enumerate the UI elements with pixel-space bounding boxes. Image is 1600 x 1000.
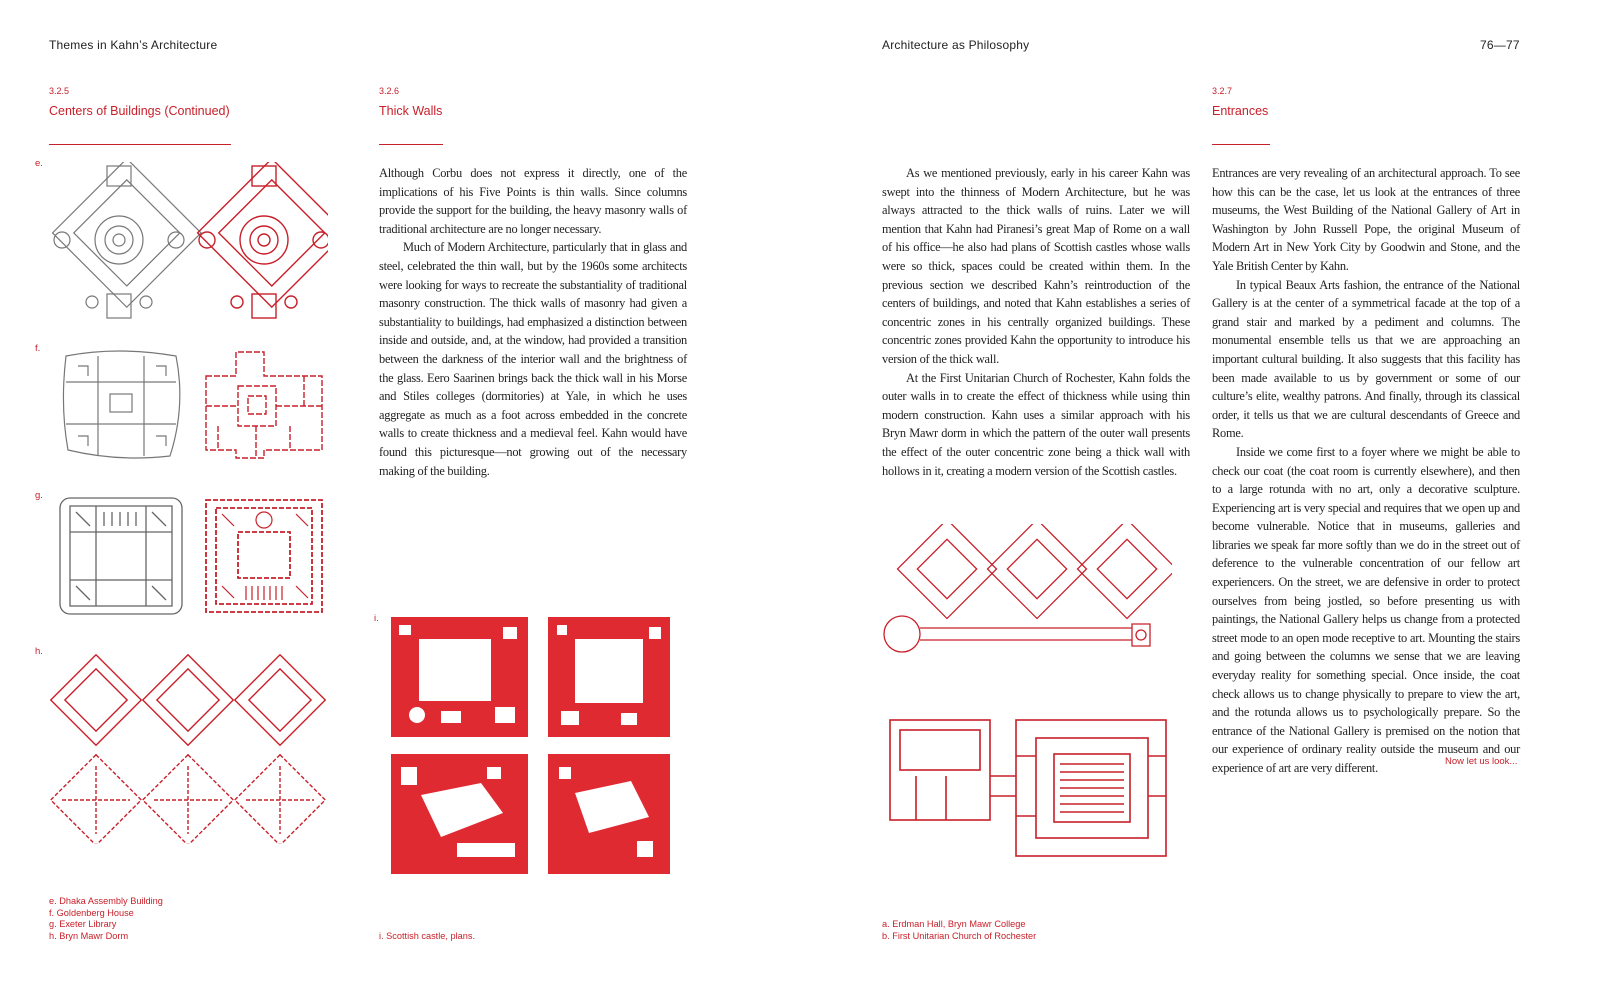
section-rule-327	[1212, 144, 1270, 145]
captions-middle-right	[882, 919, 1036, 942]
entrances-text	[1212, 164, 1520, 778]
figure-g-exeter-plans	[56, 494, 328, 620]
section-rule-326	[379, 144, 443, 145]
figure-f-goldenberg-plans	[58, 346, 326, 462]
paragraph: Entrances are very revealing of an architectural approach. To see how this can be the case, let us look at the entrances of three museums, the West Building of the National Gallery of Art in Washington by John Russell Pope, the original Museum of Modern Art in New York City by Goodwin and Stone, and the Yale British Center by Kahn.	[1212, 166, 1520, 273]
section-title-326: Thick Walls	[379, 104, 443, 118]
middle-text	[882, 164, 1190, 480]
paragraph: Although Corbu does not express it directly, one of the implications of his Five Points is thin walls. Since columns provide the support for the building, the heavy masonry walls of traditional architecture are no longer necessary.	[379, 166, 687, 236]
captions-middle-left	[379, 931, 475, 943]
caption-a: a. Erdman Hall, Bryn Mawr College	[882, 919, 1026, 929]
running-head-left: Themes in Kahn’s Architecture	[49, 38, 218, 52]
figure-a-erdman-hall-plan	[882, 524, 1172, 674]
figure-e-dhaka-plans	[52, 162, 328, 322]
paragraph: In typical Beaux Arts fashion, the entrance of the National Gallery is at the center of a symmetrical facade at the top of a grand stair and marked by a pediment and columns. The monumental ensemble tells us that we are approaching an important cultural building. It also suggests that this facility has been made available to us by government or some of our culture’s elite, wealthy patrons. And finally, through its classical order, it tells us that we are cultural descendants of Greece and Rome.	[1212, 277, 1520, 441]
section-title-325: Centers of Buildings (Continued)	[49, 104, 230, 118]
caption-g: g. Exeter Library	[49, 919, 117, 930]
section-number-327: 3.2.7	[1212, 86, 1233, 96]
running-head-right: Architecture as Philosophy	[882, 38, 1030, 52]
figure-b-unitarian-church-plan	[886, 716, 1170, 860]
caption-b: b. First Unitarian Church of Rochester	[882, 930, 1037, 941]
page-numbers: 76—77	[1480, 38, 1520, 52]
figure-h-bryn-mawr-plans	[50, 654, 326, 844]
figure-i-scottish-castle-plans	[391, 617, 675, 877]
caption-e: e. Dhaka Assembly Building	[49, 896, 163, 906]
caption-i: i. Scottish castle, plans.	[379, 931, 476, 941]
section-number-325: 3.2.5	[49, 86, 70, 96]
paragraph: At the First Unitarian Church of Rochester, Kahn folds the outer walls in to create the effect of thickness while using thin modern construction. Kahn uses a similar approach with his Bryn Mawr dorm in which the pattern of the outer wall presents the effect of the outer concentric zone being a thick wall with hollows in it, creating a modern version of the Scottish castles.	[882, 370, 1190, 478]
captions-left	[49, 896, 163, 942]
section-title-327: Entrances	[1212, 104, 1269, 118]
paragraph: Inside we come first to a foyer where we might be able to check our coat (the coat room is currently elsewhere), and then to a large rotunda with no art, only a decorative sculpture. Experiencing art is very special and requires that we open up and become vulnerable. Notice that in museums, galleries and libraries we speak far more softly than we do in the street out of deference to the vulnerable concentration of our fellow art experiencers. On the street, we are defensive in order to protect ourselves from being jostled, so before presenting us with paintings, the National Gallery helps us change from a protected street mode to an open mode receptive to art. Mounting the stairs and going between the columns we sense that we are leaving everyday reality for something special. Once inside, the coat check allows us to change physically to prepare to view the art, and the rotunda allows us to psychologically prepare. So the entrance of the National Gallery is premised on the notion that our experience of ordinary reality outside the museum and our experience of art are very different.	[1212, 444, 1520, 775]
caption-f: f. Goldenberg House	[49, 907, 134, 918]
section-number-326: 3.2.6	[379, 86, 400, 96]
figure-letter-g: g.	[35, 490, 43, 501]
figure-letter-f: f.	[35, 343, 41, 354]
continuation-note: Now let us look...	[1445, 756, 1518, 767]
section-rule-325	[49, 144, 231, 145]
caption-h: h. Bryn Mawr Dorm	[49, 930, 129, 941]
paragraph: Much of Modern Architecture, particularly that in glass and steel, celebrated the thin wall, but by the 1960s some architects were looking for ways to recreate the substantiality of traditional masonry construction. The thick walls of masonry had given a substantiality to buildings, had emphasized a distinction between inside and outside, and, at the window, had provided a transition between the darkness of the interior wall and the brightness of the glass. Eero Saarinen brings back the thick wall in his Morse and Stiles colleges (dormitories) at Yale, in which he uses aggregate as much as a foot across embedded in the concrete walls to create thickness and a medieval feel. Kahn would have found this picturesque—not growing out of the necessary making of the building.	[379, 240, 687, 478]
paragraph: As we mentioned previously, early in his career Kahn was swept into the thinness of Modern Architecture, but he was always attracted to the thick walls of ruins. Later we will mention that Kahn had Piranesi’s great Map of Rome on a wall of his office—he also had plans of Scottish castles whose walls were so thick, spaces could be created within them. In the previous section we described Kahn’s reintroduction of the centers of buildings, and noted that Kahn establishes a series of concentric zones in his centrally organized buildings. These concentric zones provided Kahn the opportunity to introduce his version of the thick wall.	[882, 166, 1190, 366]
figure-letter-h: h.	[35, 646, 43, 657]
thick-walls-text	[379, 164, 687, 480]
figure-letter-i: i.	[374, 613, 379, 624]
figure-letter-e: e.	[35, 158, 43, 169]
